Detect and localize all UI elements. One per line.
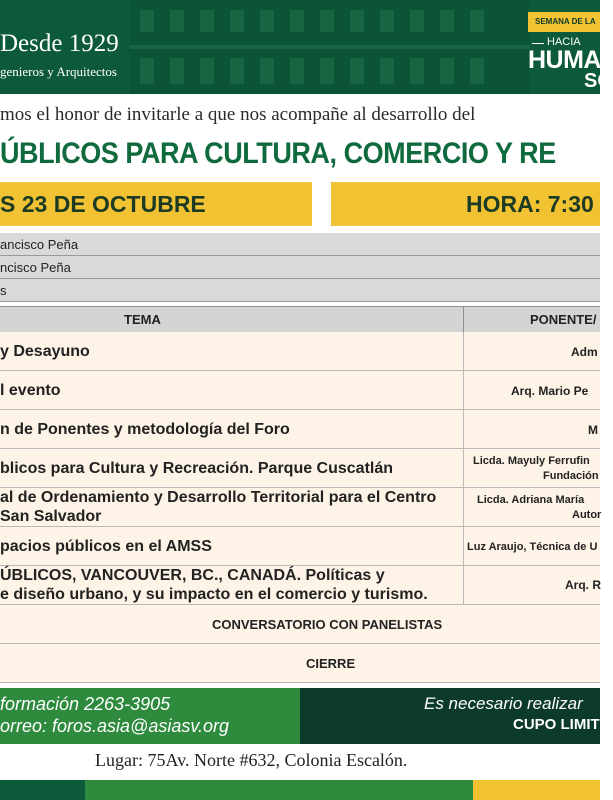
agenda-row <box>0 449 600 488</box>
strip-segment-dark-green <box>0 780 85 800</box>
agenda-topic: l evento <box>0 382 61 399</box>
column-divider <box>463 371 464 409</box>
column-divider <box>463 307 464 332</box>
logo-hacia: HACIA <box>547 36 581 48</box>
info-row-text: s <box>0 283 7 298</box>
event-tag-text: SEMANA DE LA <box>535 17 596 26</box>
agenda-topic: blicos para Cultura y Recreación. Parque Cuscatlán <box>0 460 394 477</box>
column-divider <box>463 410 464 448</box>
agenda-topic-line2: e diseño urbano, y su impacto en el comercio y turismo. <box>0 586 428 603</box>
strip-segment-yellow <box>473 780 600 800</box>
info-row-text: ancisco Peña <box>0 237 79 252</box>
info-row <box>0 256 600 279</box>
agenda-speaker: Arq. Mario Pe <box>511 384 589 398</box>
info-row <box>0 279 600 302</box>
agenda-speaker: Arq. R <box>565 578 601 592</box>
invitation-text: mos el honor de invitarle a que nos acompañe al desarrollo del <box>0 104 476 125</box>
agenda-row <box>0 566 600 605</box>
info-row <box>0 233 600 256</box>
agenda-speaker: Adm <box>571 345 598 359</box>
agenda-speaker-org: Autor <box>572 509 602 521</box>
logo-so: SO <box>584 70 613 92</box>
venue-address: Lugar: 75Av. Norte #632, Colonia Escalón. <box>95 750 408 770</box>
column-divider <box>463 332 464 370</box>
agenda-speaker: Licda. Adriana María <box>477 494 585 506</box>
event-hour: HORA: 7:30 <box>466 191 594 217</box>
event-logo <box>528 6 613 92</box>
building-facade-image <box>130 0 530 94</box>
logo-huma: HUMA <box>528 46 601 74</box>
event-date: S 23 DE OCTUBRE <box>0 191 206 217</box>
agenda-speaker-org: Fundación <box>543 470 599 482</box>
agenda-topic: pacios públicos en el AMSS <box>0 538 212 555</box>
contact-email: orreo: foros.asia@asiasv.org <box>0 716 230 736</box>
info-row-text: ncisco Peña <box>0 260 71 275</box>
column-header-tema: TEMA <box>124 312 161 327</box>
agenda-speaker: Licda. Mayuly Ferrufin <box>473 455 590 467</box>
conversatorio-label: CONVERSATORIO CON PANELISTAS <box>212 617 443 632</box>
org-subtitle: genieros y Arquitectos <box>0 64 117 79</box>
agenda-topic-line2: San Salvador <box>0 508 102 525</box>
decorative-line <box>532 43 544 44</box>
contact-phone: formación 2263-3905 <box>0 694 171 714</box>
column-divider <box>463 449 464 487</box>
agenda-row <box>0 527 600 566</box>
contact-band <box>0 688 300 744</box>
agenda-row <box>0 371 600 410</box>
agenda-speaker: Luz Araujo, Técnica de U <box>467 541 598 553</box>
registration-note: Es necesario realizar <box>424 694 583 713</box>
since-1929-text: Desde 1929 <box>0 30 119 57</box>
agenda-topic: ÚBLICOS, VANCOUVER, BC., CANADÁ. Políticas y <box>0 567 385 584</box>
limited-capacity-note: CUPO LIMIT <box>513 716 600 733</box>
event-title: ÚBLICOS PARA CULTURA, COMERCIO Y RE <box>0 137 556 170</box>
agenda-row-full <box>0 605 600 644</box>
color-strip <box>0 780 600 800</box>
date-banner <box>0 182 312 226</box>
agenda-topic: al de Ordenamiento y Desarrollo Territorial para el Centro <box>0 489 437 506</box>
cierre-label: CIERRE <box>306 656 356 671</box>
agenda-topic: y Desayuno <box>0 343 90 360</box>
agenda-row-full <box>0 644 600 683</box>
agenda-speaker: M <box>588 423 598 437</box>
registration-band <box>300 688 600 744</box>
agenda-row <box>0 332 600 371</box>
column-divider <box>463 488 464 526</box>
column-divider <box>463 527 464 565</box>
strip-segment-green <box>85 780 473 800</box>
agenda-row <box>0 410 600 449</box>
column-divider <box>463 566 464 604</box>
agenda-topic: n de Ponentes y metodología del Foro <box>0 421 290 438</box>
agenda-table-header <box>0 306 600 333</box>
column-header-ponente: PONENTE/ <box>530 312 597 327</box>
hour-banner <box>331 182 600 226</box>
agenda-row <box>0 488 600 527</box>
event-tag <box>528 12 600 32</box>
